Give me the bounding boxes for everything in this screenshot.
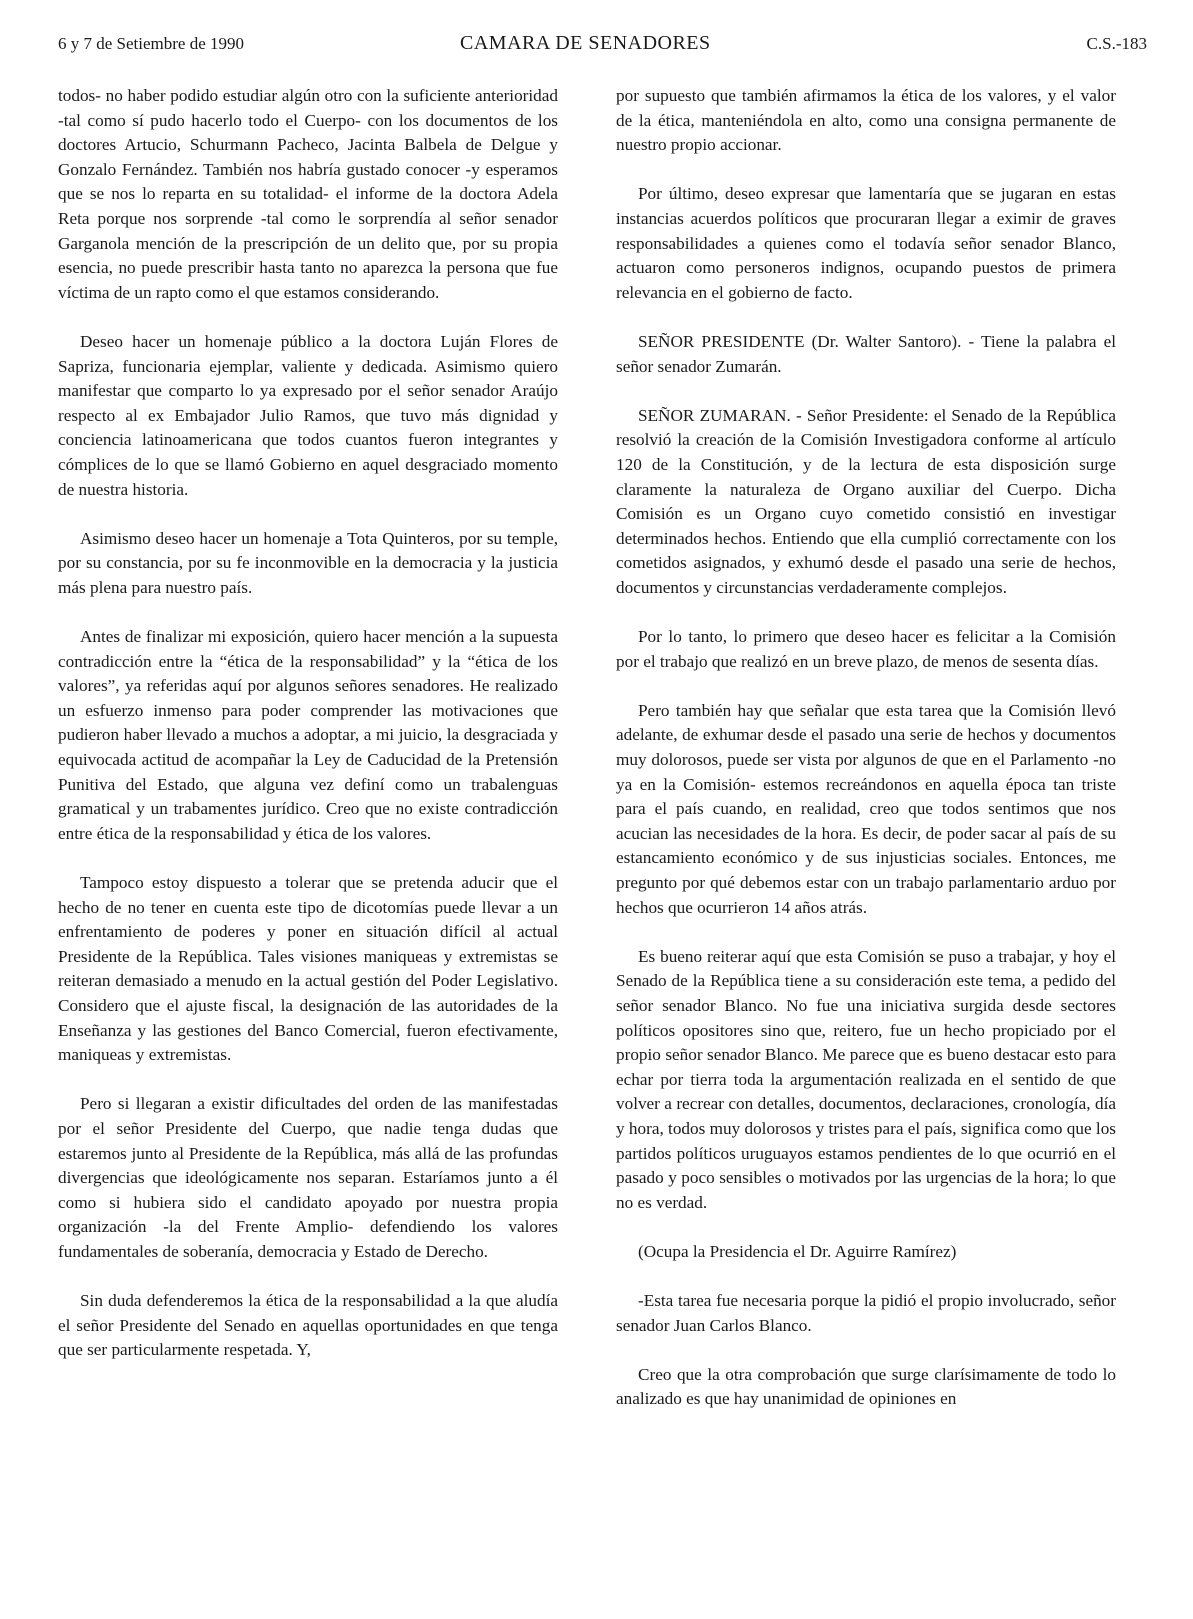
paragraph: Es bueno reiterar aquí que esta Comisión se puso a trabajar, y hoy el Senado de la República tiene a su consideración este tema, a pedido del señor senador Blanco. No fue una iniciativa surgida desde sectores políticos opositores sino que, reitero, fue un hecho propiciado por el propio señor senador Blanco. Me parece que es bueno destacar esto para echar por tierra toda la argumentación realizada en el sentido de que volver a recrear con detalles, documentos, declaraciones, cronología, día y hora, todos muy dolorosos y tristes para el país, significa como que los partidos políticos uruguayos estamos pendientes de lo que ocurrió en el pasado y poco sensibles o motivados por las urgencias de la hora; lo que no es verdad.: [616, 946, 1116, 1212]
paragraph: Por último, deseo expresar que lamentaría que se jugaran en estas instancias acuerdos políticos que procuraran llegar a eximir de graves responsabilidades a quienes como el todavía señor senador Blanco, actuaron como personeros indignos, ocupando puestos de primera relevancia en el gobierno de facto.: [616, 184, 1116, 302]
speaker-paragraph: SEÑOR ZUMARAN. - Señor Presidente: el Senado de la República resolvió la creación de la Comisión Investigadora conforme al artículo 120 de la Constitución, y de la lectura de esta disposición surge claramente la naturaleza de Organo auxiliar del Cuerpo. Dicha Comisión es un Organo cuyo cometido consistió en investigar determinados hechos. Entiendo que ella cumplió correctamente con los cometidos asignados, y exhumó desde el pasado una serie de hechos, documentos y circunstancias verdaderamente complejos.: [616, 405, 1116, 597]
page-number: C.S.-183: [1086, 34, 1147, 53]
paragraph: Sin duda defenderemos la ética de la responsabilidad a la que aludía el señor Presidente del Senado en aquellas oportunidades en que tenga que ser particularmente respetada. Y,: [58, 1291, 558, 1360]
paragraph: Asimismo deseo hacer un homenaje a Tota Quinteros, por su temple, por su constancia, por su fe inconmovible en la democracia y la justicia más plena para nuestro país.: [58, 528, 558, 597]
paragraph: Por lo tanto, lo primero que deseo hacer es felicitar a la Comisión por el trabajo que realizó en un breve plazo, de menos de sesenta días.: [616, 627, 1116, 671]
paragraph: -Esta tarea fue necesaria porque la pidió el propio involucrado, señor senador Juan Carlos Blanco.: [616, 1291, 1116, 1335]
paragraph: todos- no haber podido estudiar algún otro con la suficiente anterioridad -tal como sí pudo hacerlo todo el Cuerpo- con los documentos de los doctores Artucio, Schurmann Pacheco, Jacinta Balbela de Delgue y Gonzalo Fernández. También nos habría gustado conocer -y esperamos que se nos lo reparta en su totalidad- el informe de la doctora Adela Reta porque nos sorprende -tal como le sorprendía al señor senador Garganola mención de la prescripción de un delito que, por su propia esencia, no puede prescribir hasta tanto no aparezca la persona que fue víctima de un rapto como el que estamos considerando.: [58, 86, 558, 302]
paragraph: Tampoco estoy dispuesto a tolerar que se pretenda aducir que el hecho de no tener en cuenta este tipo de dicotomías puede llevar a un enfrentamiento de poderes y poner en situación difícil al actual Presidente de la República. Tales visiones maniqueas y extremistas se reiteran demasiado a menudo en la actual gestión del Poder Legislativo. Considero que el ajuste fiscal, la designación de las autoridades de la Enseñanza y las gestiones del Banco Comercial, fueron efectivamente, maniqueas y extremistas.: [58, 873, 558, 1065]
page-header: [0, 0, 1193, 80]
chamber-title: CAMARA DE SENADORES: [460, 32, 711, 54]
paragraph: Pero también hay que señalar que esta tarea que la Comisión llevó adelante, de exhumar desde el pasado una serie de hechos y documentos muy dolorosos, puede ser vista por algunos de que en el Parlamento -no ya en la Comisión- estemos recreándonos en aquella época tan triste para el país cuando, en realidad, creo que todos sentimos que nos acucian las necesidades de la hora. Es decir, de poder sacar al país de su estancamiento económico y de sus injusticias sociales. Entonces, me pregunto por qué debemos estar con un trabajo parlamentario arduo por hechos que ocurrieron 14 años atrás.: [616, 700, 1116, 917]
paragraph: Antes de finalizar mi exposición, quiero hacer mención a la supuesta contradicción entre la “ética de la responsabilidad” y la “ética de los valores”, ya referidas aquí por algunos señores senadores. He realizado un esfuerzo inmenso para poder comprender las motivaciones que pudieron haber llevado a muchos a adoptar, a mi juicio, la desgraciada y equivocada actitud de acompañar la Ley de Caducidad de la Pretensión Punitiva del Estado, que alguna vez definí como un trabalenguas gramatical y un trabamentes jurídico. Creo que no existe contradicción entre ética de la responsabilidad y ética de los valores.: [58, 627, 558, 843]
paragraph: Pero si llegaran a existir dificultades del orden de las manifestadas por el señor Presidente del Cuerpo, que nadie tenga dudas que estaremos junto al Presidente de la República, más allá de las profundas divergencias que ideológicamente nos separan. Estaríamos junto a él como si hubiera sido el candidato apoyado por nuestra propia organización -la del Frente Amplio- defendiendo los valores fundamentales de soberanía, democracia y Estado de Derecho.: [58, 1094, 558, 1261]
procedural-note: (Ocupa la Presidencia el Dr. Aguirre Ramírez): [638, 1241, 957, 1261]
paragraph: Creo que la otra comprobación que surge clarísimamente de todo lo analizado es que hay unanimidad de opiniones en: [616, 1364, 1116, 1409]
right-column: [616, 84, 1116, 1437]
session-date: 6 y 7 de Setiembre de 1990: [58, 34, 245, 53]
paragraph: por supuesto que también afirmamos la ética de los valores, y el valor de la ética, manteniéndola en alto, como una consigna permanente de nuestro propio accionar.: [616, 86, 1116, 155]
left-column: [58, 84, 558, 1387]
speaker-paragraph: SEÑOR PRESIDENTE (Dr. Walter Santoro). - Tiene la palabra el señor senador Zumarán.: [616, 331, 1116, 376]
paragraph: Deseo hacer un homenaje público a la doctora Luján Flores de Sapriza, funcionaria ejemplar, valiente y dedicada. Asimismo quiero manifestar que comparto lo ya expresado por el señor senador Araújo respecto al ex Embajador Julio Ramos, que tuvo más dignidad y conciencia latinoamericana que todos cuantos fueron integrantes y cómplices de lo que se llamó Gobierno en aquel desgraciado momento de nuestra historia.: [58, 331, 558, 499]
